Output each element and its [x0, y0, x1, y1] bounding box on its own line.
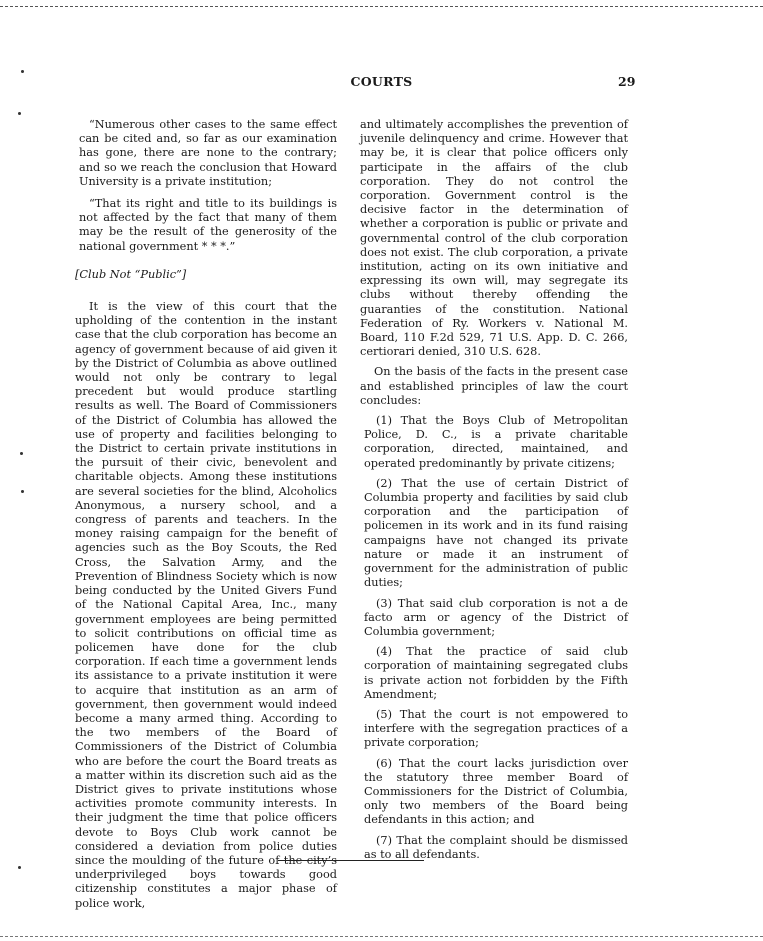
running-header: COURTS	[350, 74, 413, 89]
footer-rule	[278, 860, 424, 861]
conclusion-item: (1) That the Boys Club of Metropolitan Police, D. C., is a private charitable corporation, directed, maintained, and operated predominantly by private citizens;	[364, 414, 628, 470]
left-column	[75, 118, 337, 911]
scan-speck	[18, 112, 21, 115]
quote-paragraph: “Numerous other cases to the same effect can be cited and, so far as our examination has gone, there are none to the contrary; and so we reach the conclusion that Howard University is a private institution;	[79, 118, 337, 188]
quote-paragraph: “That its right and title to its buildings is not affected by the fact that many of them may be the result of the generosity of the national government * * *.”	[79, 197, 337, 253]
body-paragraph: It is the view of this court that the upholding of the contention in the instant case that the club corporation has become an agency of government because of aid given it by the District of Columbia as above outlined would not only be contrary to legal precedent but would produce startling results as well. The Board of Commissioners of the District of Columbia has allowed the use of property and facilities belonging to the District to certain private institutions in the pursuit of their civic, benevolent and charitable objects. Among these institutions are several societies for the blind, Alcoholics Anonymous, a nursery school, and a congress of parents and teachers. In the money raising campaign for the benefit of agencies such as the Boy Scouts, the Red Cross, the Salvation Army, and the Prevention of Blindness Society which is now being conducted by the United Givers Fund of the National Capital Area, Inc., many government employees are being permitted to solicit contributions on official time as policemen have done for the club corporation. If each time a government lends its assistance to a private institution it were to acquire that institution as an arm of government, then government would indeed become a many armed thing. According to the two members of the Board of Commissioners of the District of Columbia who are before the court the Board treats as a matter within its discretion such aid as the District gives to private institutions whose activities promote community interests. In their judgment the time that police officers devote to Boys Club work cannot be considered a deviation from police duties since the moulding of the future of the city’s underprivileged boys towards good citizenship constitutes a major phase of police work,	[75, 300, 337, 910]
scan-speck	[20, 452, 23, 455]
scan-speck	[21, 70, 24, 73]
section-heading: [Club Not “Public”]	[75, 267, 187, 281]
right-column	[360, 118, 628, 862]
body-paragraph: and ultimately accomplishes the prevention of juvenile delinquency and crime. However that may be, it is clear that police officers only participate in the affairs of the club corporation. They do not control the corporation. Government control is the decisive factor in the determination of whether a corporation is public or private and governmental control of the club corporation does not exist. The club corporation, a private institution, acting on its own initiative and expressing its own will, may segregate its clubs without thereby offending the guaranties of the constitution. National Federation of Ry. Workers v. National M. Board, 110 F.2d 529, 71 U.S. App. D. C. 266, certiorari denied, 310 U.S. 628.	[360, 118, 628, 359]
conclusion-item: (2) That the use of certain District of Columbia property and facilities by said club corporation and the participation of policemen in its work and in its fund raising campaigns have not changed its private nature or made it an instrument of government for the administration of public duties;	[364, 476, 628, 590]
conclusion-item: (5) That the court is not empowered to interfere with the segregation practices of a private corporation;	[364, 707, 628, 750]
body-paragraph: On the basis of the facts in the present case and established principles of law the court concludes:	[360, 365, 628, 407]
top-scan-edge	[0, 6, 763, 7]
conclusion-item: (4) That the practice of said club corporation of maintaining segregated clubs is private action not forbidden by the Fifth Amendment;	[364, 645, 628, 701]
bottom-scan-edge	[0, 936, 763, 937]
conclusion-item: (3) That said club corporation is not a de facto arm or agency of the District of Columbia government;	[364, 596, 628, 638]
conclusion-item: (6) That the court lacks jurisdiction over the statutory three member Board of Commissioners for the District of Columbia, only two members of the Board being defendants in this action; and	[364, 756, 628, 827]
scan-speck	[21, 490, 24, 493]
page-number: 29	[618, 74, 636, 89]
conclusion-item: (7) That the complaint should be dismissed as to all defendants.	[364, 833, 628, 861]
scan-speck	[18, 866, 21, 869]
